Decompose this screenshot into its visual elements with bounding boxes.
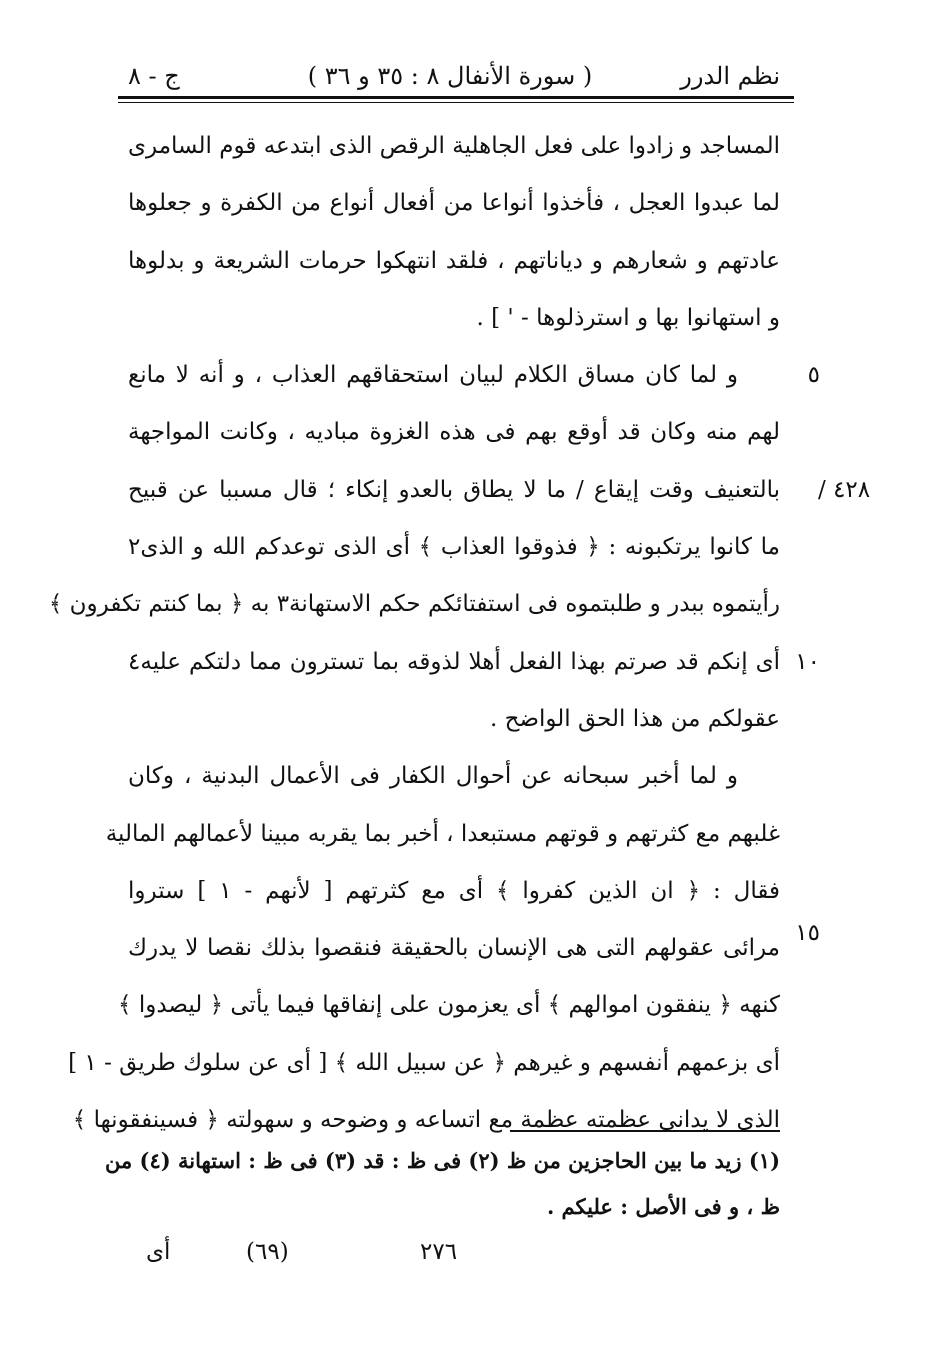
- margin-page-reference: ٤٢٨ /: [818, 477, 871, 503]
- text-line: عادتهم و شعارهم و دياناتهم ، فلقد انتهكوا حرمات الشريعة و بدلوها: [128, 247, 780, 274]
- text-line: عقولكم من هذا الحق الواضح .: [489, 705, 780, 732]
- line-number-15: ١٥: [795, 920, 820, 946]
- sheet-number: (٦٩): [246, 1239, 289, 1265]
- page-number: ٢٧٦: [420, 1239, 458, 1265]
- text-line: و لما أخبر سبحانه عن أحوال الكفار فى الأعمال البدنية ، وكان: [128, 763, 738, 790]
- text-line: أى بزعمهم أنفسهم و غيرهم ﴿ عن سبيل الله ﴾ [ أى عن سلوك طريق - ١ ]: [68, 1049, 780, 1076]
- text-line: فقال : ﴿ ان الذين كفروا ﴾ أى مع كثرتهم [ لأنهم - ١ ] ستروا: [128, 877, 781, 904]
- running-head-surah-reference: ( سورة الأنفال ٨ : ٣٥ و ٣٦ ): [307, 62, 593, 90]
- footnote-line: ظ ، و فى الأصل : عليكم .: [546, 1194, 780, 1219]
- footnote-rule: [510, 1130, 780, 1132]
- text-line: ما كانوا يرتكبونه : ﴿ فذوقوا العذاب ﴾ أى الذى توعدكم الله و الذى٢: [128, 534, 780, 561]
- text-line: غلبهم مع كثرتهم و قوتهم مستبعدا ، أخبر بما يقربه مبينا لأعمالهم المالية: [105, 820, 780, 847]
- text-line: الذى لا يدانى عظمته عظمة مع اتساعه و وضوحه و سهولته ﴿ فسينفقونها ﴾: [72, 1107, 780, 1134]
- text-line: أى إنكم قد صرتم بهذا الفعل أهلا لذوقه بما تسترون مما دلتكم عليه٤: [128, 648, 780, 675]
- text-line: كنهه ﴿ ينفقون اموالهم ﴾ أى يعزمون على إنفاقها فيما يأتى ﴿ ليصدوا ﴾: [118, 992, 780, 1019]
- running-head-part-number: ج - ٨: [128, 62, 180, 90]
- text-line: لهم منه وكان قد أوقع بهم فى هذه الغزوة مباديه ، وكانت المواجهة: [128, 419, 780, 446]
- text-line: و لما كان مساق الكلام لبيان استحقاقهم العذاب ، و أنه لا مانع: [128, 362, 738, 389]
- running-head-book-title: نظم الدرر: [680, 62, 780, 90]
- text-line: مرائى عقولهم التى هى الإنسان بالحقيقة فنقصوا بذلك نقصا لا يدرك: [128, 935, 780, 962]
- header-rule: [118, 96, 794, 103]
- body-text: [48, 118, 781, 1149]
- text-line: رأيتموه ببدر و طلبتموه فى استفتائكم حكم الاستهانة٣ به ﴿ بما كنتم تكفرون ﴾: [48, 591, 780, 618]
- footnote-line: (١) زيد ما بين الحاجزين من ظ (٢) فى ظ : قد (٣) فى ظ : استهانة (٤) من: [105, 1148, 780, 1173]
- text-line: لما عبدوا العجل ، فأخذوا أنواعا من أفعال أنواع من الكفرة و جعلوها: [128, 190, 780, 217]
- catchword: أى: [146, 1239, 171, 1265]
- footnotes: [105, 1138, 780, 1230]
- text-line: المساجد و زادوا على فعل الجاهلية الرقص الذى ابتدعه قوم السامرى: [128, 133, 780, 159]
- text-line: و استهانوا بها و استرذلوها - ' ] .: [476, 304, 780, 331]
- line-number-5: ٥: [807, 362, 820, 388]
- text-line: بالتعنيف وقت إيقاع / ما لا يطاق بالعدو إنكاء ؛ قال مسببا عن قبيح: [128, 476, 780, 503]
- line-number-10: ١٠: [795, 649, 820, 675]
